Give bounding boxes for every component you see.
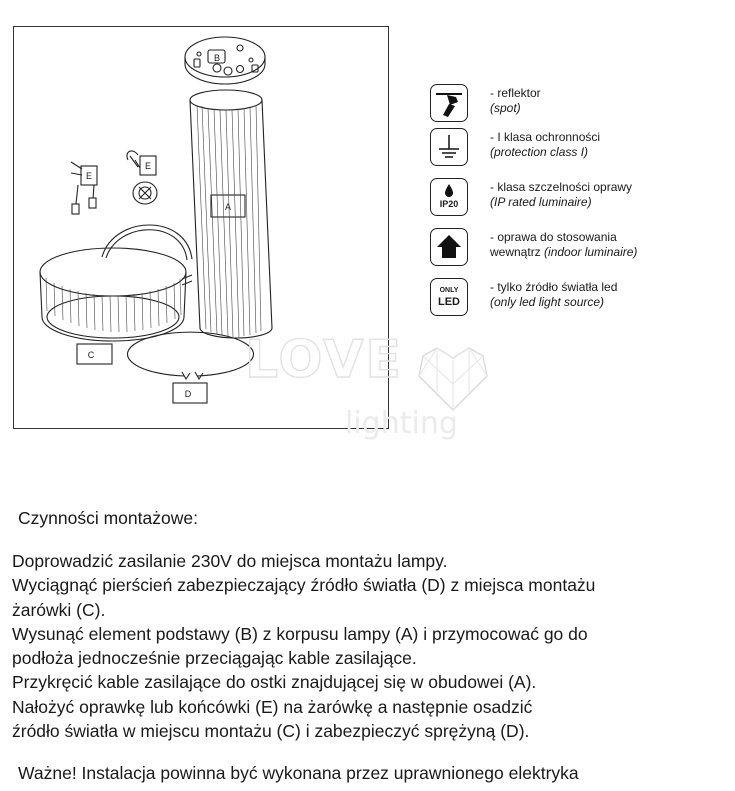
legend-spot-pl: - reflektor: [490, 86, 541, 100]
cylinder-hatching: [197, 105, 261, 337]
legend-led-en: (only led light source): [490, 295, 605, 309]
only-led-badge: [430, 278, 468, 316]
legend-indoor-pl-1: - oprawa do stosowania: [490, 230, 617, 244]
legend-ip: [430, 178, 730, 222]
only-led-bottom: LED: [438, 296, 460, 308]
spot-icon: [430, 84, 468, 122]
instruction-line: żarówki (C).: [12, 599, 106, 620]
legend-protection-en: (protection class I): [490, 145, 589, 159]
legend-led-pl: - tylko źródło światła led: [490, 280, 618, 294]
label-e-left: E: [85, 171, 93, 181]
label-a: A: [224, 202, 232, 212]
instruction-line: Doprowadzić zasilanie 230V do miejsca montażu lampy.: [12, 551, 448, 571]
instruction-line: Nałożyć oprawkę lub końcówki (E) na żarówkę a następnie osadzić: [12, 696, 533, 717]
installation-warning: Ważne! Instalacja powinna być wykonana przez uprawnionego elektryka: [18, 763, 579, 783]
instructions-body: [12, 549, 595, 743]
legend-indoor-pl-2: wewnątrz: [490, 245, 545, 259]
ring-hatching: [46, 278, 181, 332]
instruction-line: Przykręcić kable zasilające do ostki znajdującej się w obudowei (A).: [12, 672, 537, 693]
legend-spot: [430, 84, 730, 128]
instruction-line: Wysunąć element podstawy (B) z korpusu lampy (A) i przymocować go do: [12, 623, 588, 644]
watermark-love: LOVE: [245, 330, 403, 390]
legend-protection: [430, 128, 730, 172]
ip-badge: [430, 178, 468, 216]
label-e-right: E: [144, 161, 152, 171]
legend-ip-pl: - klasa szczelności oprawy: [490, 180, 633, 194]
legend-indoor: [430, 228, 730, 272]
heart-logo-icon: [413, 344, 493, 414]
legend-spot-en: (spot): [490, 101, 521, 115]
instruction-line: podłoża jednocześnie przeciągając kable zasilające.: [12, 648, 417, 669]
watermark: [245, 330, 495, 450]
label-b: B: [213, 53, 221, 63]
legend-led: [430, 278, 730, 322]
legend-ip-en: (IP rated luminaire): [490, 195, 592, 209]
only-led-top: ONLY: [439, 287, 459, 294]
legend-indoor-en: (indoor luminaire): [544, 245, 638, 259]
label-c: C: [87, 350, 95, 360]
water-drop-icon: [431, 179, 467, 215]
instruction-line: Wyciągnąć pierścień zabezpieczający źródło światła (D) z miejsca montażu: [12, 575, 596, 596]
house-icon: [430, 228, 468, 266]
ground-icon: [430, 128, 468, 166]
instruction-line: źródło światła w miejscu montażu (C) i zabezpieczyć sprężyną (D).: [12, 721, 530, 742]
label-d: D: [184, 389, 192, 399]
watermark-lighting: lighting: [345, 406, 458, 441]
instructions-title: Czynności montażowe:: [18, 508, 198, 528]
legend-protection-pl: - I klasa ochronności: [490, 130, 601, 144]
ip-rating: IP20: [439, 199, 459, 209]
